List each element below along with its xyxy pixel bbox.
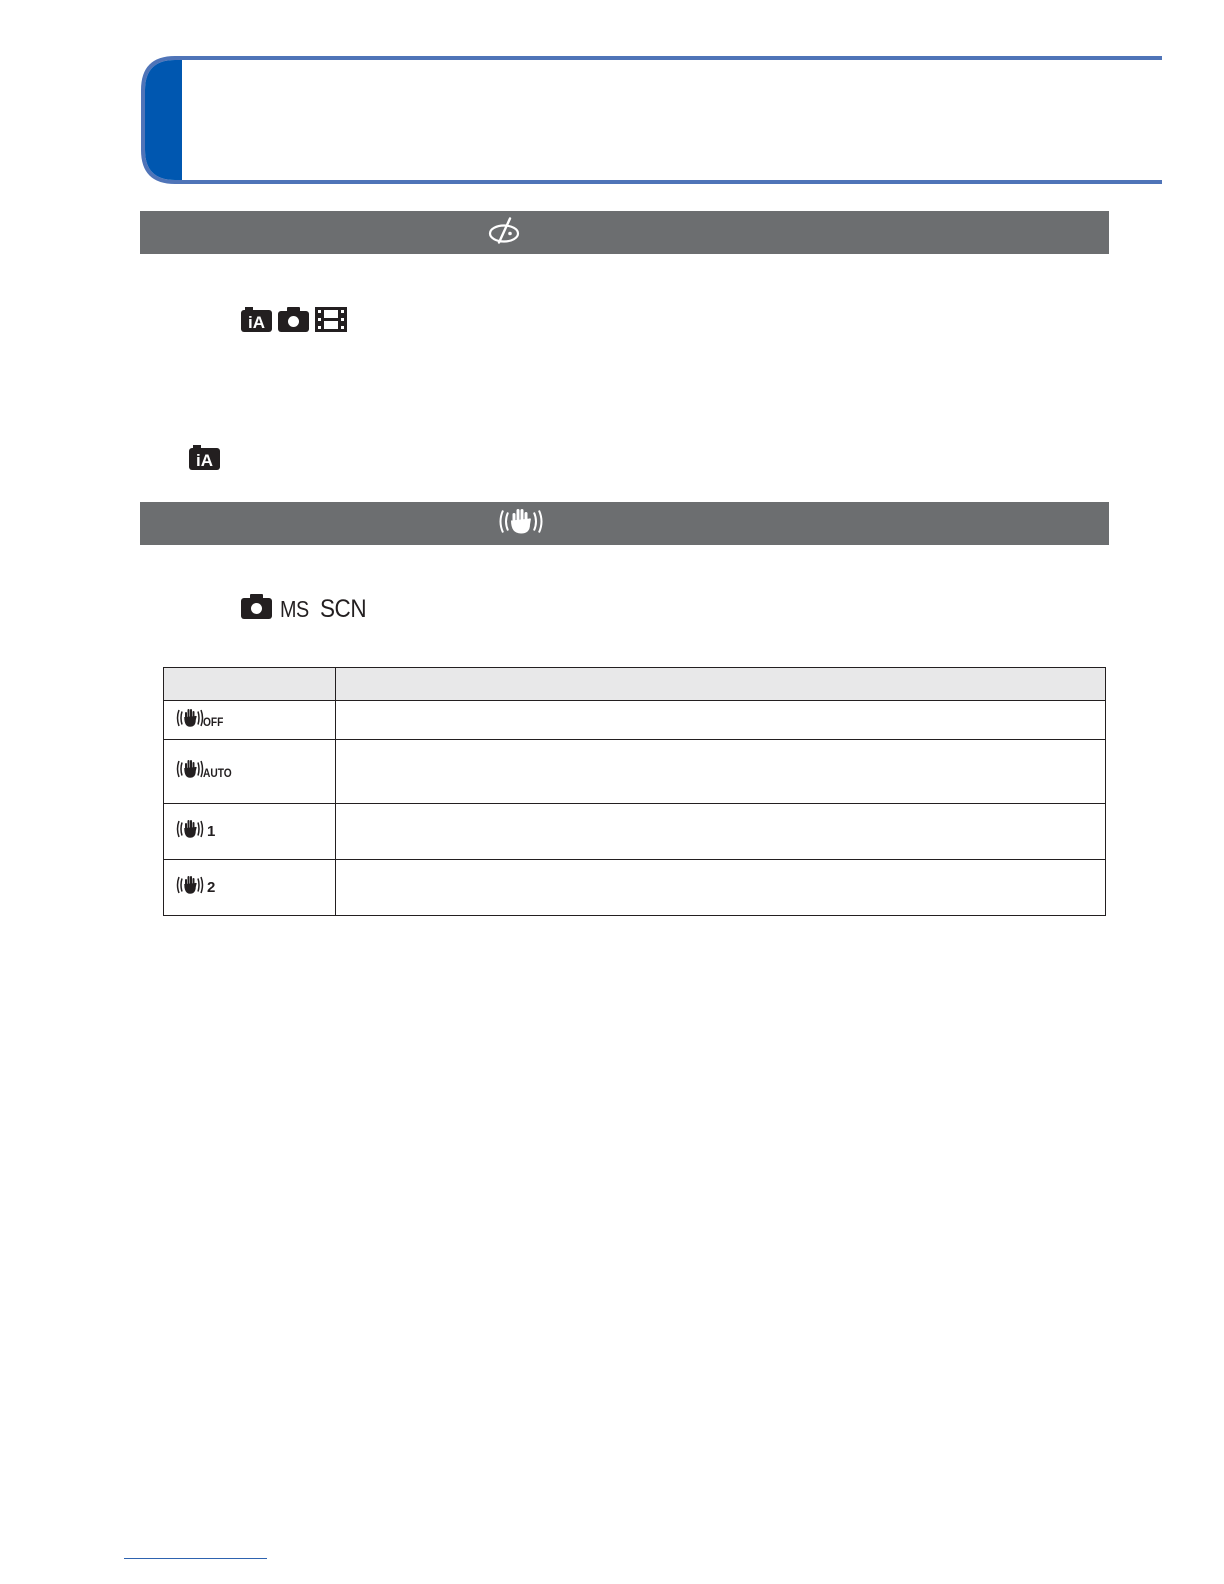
stabilizer-hand-icon — [176, 708, 204, 728]
ms-mode-label: MS — [280, 595, 309, 622]
table-header-cell — [164, 668, 336, 701]
camera-icon — [241, 594, 272, 624]
scn-mode-label: SCN — [319, 594, 366, 623]
applicable-modes-row — [241, 594, 371, 624]
footer-link[interactable] — [124, 1558, 267, 1559]
stabilizer-hand-icon — [176, 759, 204, 779]
table-row — [164, 804, 1106, 860]
stabilizer-settings-table — [163, 667, 1106, 916]
table-header-row — [164, 668, 1106, 701]
setting-description — [336, 701, 1106, 740]
svg-text:iA: iA — [196, 451, 213, 470]
applicable-modes-row — [241, 307, 353, 337]
setting-icon-cell — [164, 740, 336, 804]
stabilizer-hand-icon — [497, 507, 545, 540]
page-header-frame — [141, 56, 1162, 184]
setting-description — [336, 740, 1106, 804]
setting-suffix: OFF — [203, 714, 224, 729]
setting-suffix: 2 — [207, 879, 216, 896]
section-bar-stabilizer — [140, 502, 1109, 545]
camera-icon — [278, 307, 309, 337]
film-icon — [315, 307, 347, 337]
table-header-cell — [336, 668, 1106, 701]
setting-suffix: 1 — [207, 823, 216, 840]
setting-description — [336, 860, 1106, 916]
setting-icon-cell — [164, 701, 336, 740]
note-row — [189, 445, 226, 475]
setting-icon-cell — [164, 804, 336, 860]
ia-mode-icon — [241, 307, 272, 337]
setting-icon-cell — [164, 860, 336, 916]
palette-icon — [488, 216, 522, 249]
setting-suffix: AUTO — [203, 766, 232, 780]
section-bar-color-mode — [140, 211, 1109, 254]
table-row — [164, 740, 1106, 804]
svg-text:iA: iA — [248, 313, 265, 332]
stabilizer-hand-icon — [176, 819, 204, 839]
setting-description — [336, 804, 1106, 860]
stabilizer-hand-icon — [176, 875, 204, 895]
table-row — [164, 701, 1106, 740]
ia-mode-icon — [189, 445, 220, 475]
table-row — [164, 860, 1106, 916]
